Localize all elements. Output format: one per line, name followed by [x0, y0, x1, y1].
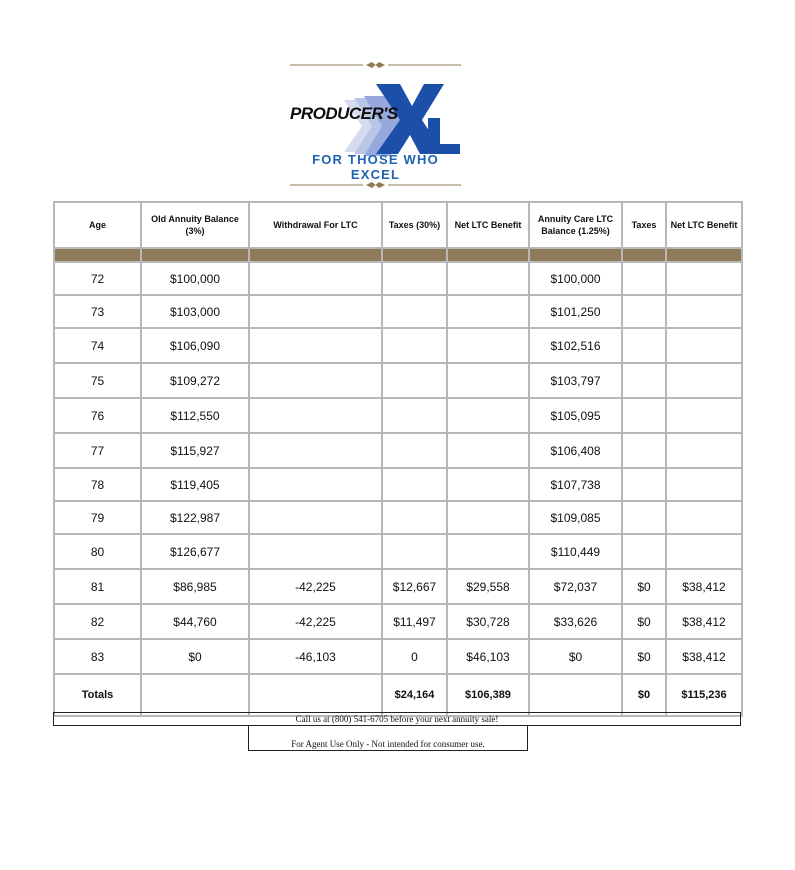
table-cell: [666, 398, 742, 433]
table-cell: [447, 468, 529, 501]
table-cell: [622, 534, 666, 569]
table-cell: 75: [54, 363, 141, 398]
table-cell: $102,516: [529, 328, 622, 363]
table-cell: [382, 398, 447, 433]
table-row: [54, 262, 742, 295]
table-cell: [666, 328, 742, 363]
table-cell: [447, 262, 529, 295]
table-cell: [666, 363, 742, 398]
table-cell: $112,550: [141, 398, 249, 433]
table-cell: $106,090: [141, 328, 249, 363]
table-cell: $72,037: [529, 569, 622, 604]
col-header-age: Age: [54, 202, 141, 248]
col-header-net-ltc-benefit-2: Net LTC Benefit: [666, 202, 742, 248]
totals-cell: $24,164: [382, 674, 447, 716]
table-cell: 76: [54, 398, 141, 433]
table-cell: [622, 262, 666, 295]
table-cell: [622, 363, 666, 398]
table-row: [54, 569, 742, 604]
table-row: [54, 328, 742, 363]
table-cell: $0: [622, 604, 666, 639]
table-row: [54, 433, 742, 468]
table-row: [54, 501, 742, 534]
table-cell: $30,728: [447, 604, 529, 639]
table-row: [54, 604, 742, 639]
col-header-old-annuity-balance: Old Annuity Balance (3%): [141, 202, 249, 248]
totals-cell: $115,236: [666, 674, 742, 716]
table-cell: $106,408: [529, 433, 622, 468]
table-cell: [249, 262, 382, 295]
table-cell: $105,095: [529, 398, 622, 433]
brand-tagline: FOR THOSE WHO EXCEL: [312, 152, 439, 182]
table-row: [54, 468, 742, 501]
table-cell: [382, 501, 447, 534]
table-cell: 73: [54, 295, 141, 328]
table-cell: 83: [54, 639, 141, 674]
table-cell: [249, 398, 382, 433]
totals-cell: [141, 674, 249, 716]
table-cell: $12,667: [382, 569, 447, 604]
table-cell: [622, 501, 666, 534]
table-cell: -42,225: [249, 569, 382, 604]
table-cell: [447, 328, 529, 363]
table-cell: $100,000: [529, 262, 622, 295]
table-cell: $0: [529, 639, 622, 674]
table-cell: [447, 398, 529, 433]
table-cell: $46,103: [447, 639, 529, 674]
table-cell: [622, 398, 666, 433]
brand-name: PRODUCER'S: [290, 104, 398, 123]
ornament-divider-top: [288, 60, 463, 70]
table-cell: [622, 295, 666, 328]
table-cell: $103,000: [141, 295, 249, 328]
table-cell: [249, 328, 382, 363]
table-cell: $38,412: [666, 604, 742, 639]
table-cell: $86,985: [141, 569, 249, 604]
table-row: [54, 534, 742, 569]
totals-cell: $0: [622, 674, 666, 716]
table-cell: $0: [622, 569, 666, 604]
table-cell: $38,412: [666, 569, 742, 604]
agent-use-disclaimer: For Agent Use Only - Not intended for consumer use.: [248, 726, 528, 751]
table-cell: [666, 295, 742, 328]
header-divider-band: [54, 248, 742, 262]
table-row: [54, 398, 742, 433]
table-cell: [249, 433, 382, 468]
totals-cell: [249, 674, 382, 716]
table-cell: $44,760: [141, 604, 249, 639]
table-cell: 81: [54, 569, 141, 604]
col-header-taxes: Taxes: [622, 202, 666, 248]
table-cell: 77: [54, 433, 141, 468]
table-cell: -42,225: [249, 604, 382, 639]
table-cell: [249, 501, 382, 534]
table-cell: [382, 468, 447, 501]
call-us-banner: Call us at (800) 541-6705 before your next annuity sale!: [53, 712, 741, 726]
table-cell: [622, 328, 666, 363]
table-cell: $109,272: [141, 363, 249, 398]
col-header-taxes-30: Taxes (30%): [382, 202, 447, 248]
table-cell: $110,449: [529, 534, 622, 569]
table-cell: -46,103: [249, 639, 382, 674]
table-row: [54, 363, 742, 398]
table-cell: $29,558: [447, 569, 529, 604]
ornament-divider-bottom: [288, 180, 463, 190]
table-cell: $33,626: [529, 604, 622, 639]
annuity-comparison-table: [53, 201, 743, 717]
producers-xl-logo: [288, 60, 463, 192]
table-cell: [382, 363, 447, 398]
table-cell: $126,677: [141, 534, 249, 569]
table-cell: [622, 433, 666, 468]
table-cell: $119,405: [141, 468, 249, 501]
table-cell: [382, 262, 447, 295]
table-cell: [666, 468, 742, 501]
table-cell: $109,085: [529, 501, 622, 534]
totals-cell: [529, 674, 622, 716]
table-cell: [447, 501, 529, 534]
table-cell: [382, 328, 447, 363]
table-cell: 72: [54, 262, 141, 295]
table-cell: $38,412: [666, 639, 742, 674]
table-cell: [666, 433, 742, 468]
table-header-row: [54, 202, 742, 248]
table-cell: [447, 534, 529, 569]
table-cell: $107,738: [529, 468, 622, 501]
table-cell: 82: [54, 604, 141, 639]
table-cell: $100,000: [141, 262, 249, 295]
col-header-annuity-care-balance: Annuity Care LTC Balance (1.25%): [529, 202, 622, 248]
table-row: [54, 295, 742, 328]
table-cell: [249, 363, 382, 398]
table-row: [54, 639, 742, 674]
table-cell: [447, 295, 529, 328]
table-cell: [666, 534, 742, 569]
table-cell: 78: [54, 468, 141, 501]
totals-label: Totals: [54, 674, 141, 716]
table-cell: [249, 295, 382, 328]
table-cell: $103,797: [529, 363, 622, 398]
table-cell: 0: [382, 639, 447, 674]
totals-cell: $106,389: [447, 674, 529, 716]
table-cell: [382, 433, 447, 468]
table-cell: [622, 468, 666, 501]
table-cell: 80: [54, 534, 141, 569]
table-cell: $122,987: [141, 501, 249, 534]
table-cell: $115,927: [141, 433, 249, 468]
table-cell: [666, 501, 742, 534]
table-cell: [447, 433, 529, 468]
table-cell: $0: [622, 639, 666, 674]
table-cell: [249, 468, 382, 501]
col-header-withdrawal: Withdrawal For LTC: [249, 202, 382, 248]
table-cell: [382, 295, 447, 328]
table-cell: [666, 262, 742, 295]
table-cell: 79: [54, 501, 141, 534]
table-cell: [249, 534, 382, 569]
table-cell: [382, 534, 447, 569]
table-cell: $11,497: [382, 604, 447, 639]
table-cell: $101,250: [529, 295, 622, 328]
col-header-net-ltc-benefit: Net LTC Benefit: [447, 202, 529, 248]
table-cell: 74: [54, 328, 141, 363]
table-cell: $0: [141, 639, 249, 674]
totals-row: [54, 674, 742, 716]
table-cell: [447, 363, 529, 398]
